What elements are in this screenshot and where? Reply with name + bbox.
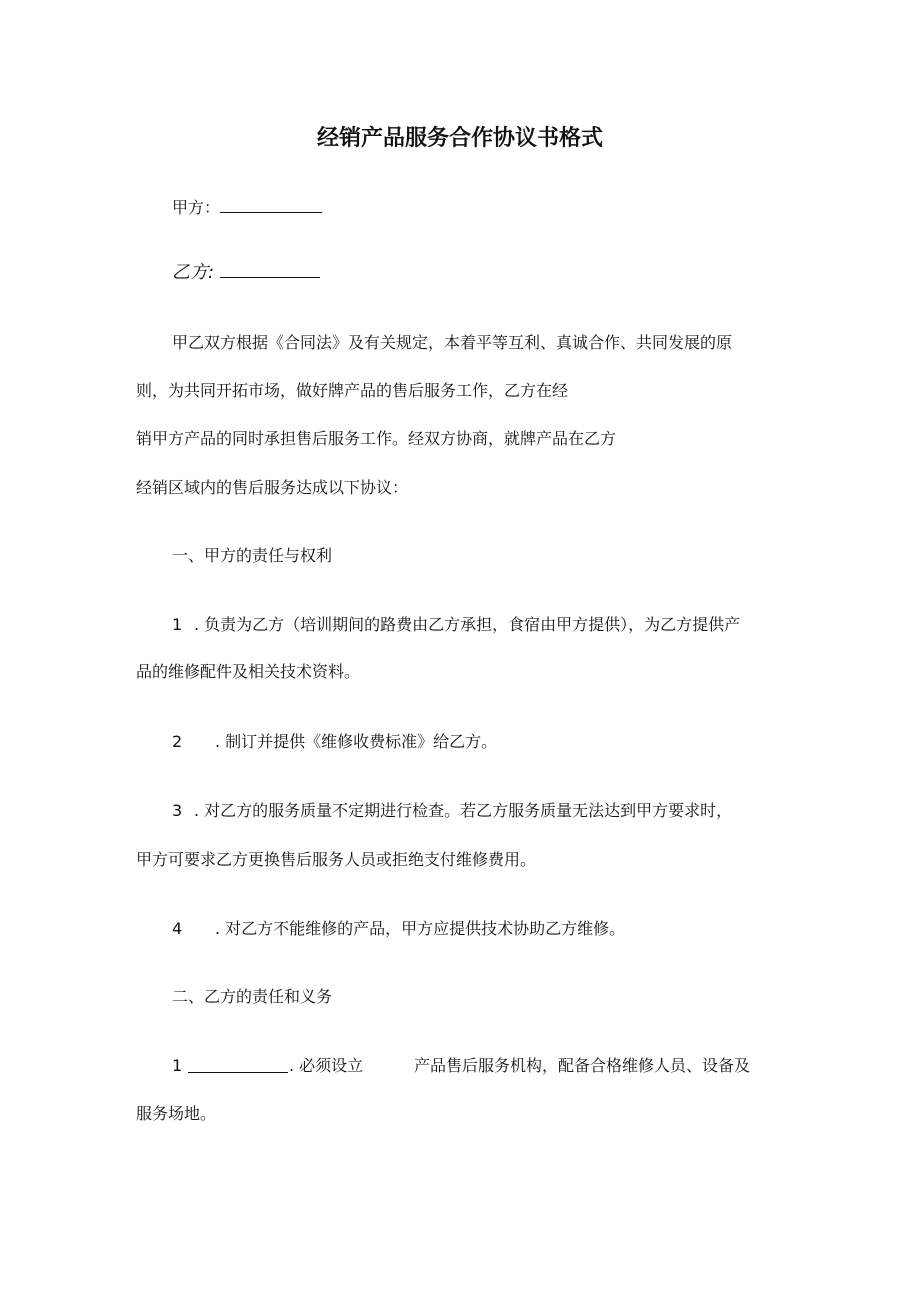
party-b-line [172, 262, 320, 284]
section1-heading: 一、甲方的责任与权利 [172, 546, 333, 565]
section1-item4-num: 4 [172, 919, 183, 938]
section2-item1-num: 1 [172, 1056, 183, 1075]
section1-item4-line1: . 对乙方不能维修的产品，甲方应提供技术协助乙方维修。 [215, 919, 626, 938]
section1-item1-line2: 品的维修配件及相关技术资料。 [136, 662, 361, 681]
section2-item1-line2: 服务场地。 [136, 1104, 217, 1123]
document-title: 经销产品服务合作协议书格式 [316, 126, 603, 151]
section1-item1-line1: . 负责为乙方（培训期间的路费由乙方承担，食宿由甲方提供），为乙方提供产 [194, 615, 741, 634]
section1-item3-num: 3 [172, 801, 183, 820]
section1-item2-line1: . 制订并提供《维修收费标准》给乙方。 [215, 732, 498, 751]
intro-line-4: 经销区域内的售后服务达成以下协议： [136, 478, 409, 497]
intro-line-1: 甲乙双方根据《合同法》及有关规定，本着平等互利、真诚合作、共同发展的原 [172, 333, 733, 352]
party-a-line [172, 197, 322, 219]
party-a-label: 甲方： [172, 198, 221, 217]
section1-item3-line2: 甲方可要求乙方更换售后服务人员或拒绝支付维修费用。 [136, 850, 537, 869]
intro-line-2: 则，为共同开拓市场，做好牌产品的售后服务工作，乙方在经 [136, 381, 569, 400]
intro-line-3: 销甲方产品的同时承担售后服务工作。经双方协商，就牌产品在乙方 [136, 429, 617, 448]
section1-item3-line1: . 对乙方的服务质量不定期进行检查。若乙方服务质量无法达到甲方要求时， [194, 801, 733, 820]
section2-heading: 二、乙方的责任和义务 [172, 987, 333, 1006]
party-b-blank [220, 263, 320, 278]
section1-item2-num: 2 [172, 732, 183, 751]
section2-item1-part2: 产品售后服务机构，配备合格维修人员、设备及 [414, 1056, 751, 1075]
section1-item1-num: 1 [172, 615, 183, 634]
section2-item1-part1: . 必须设立 [289, 1056, 364, 1075]
party-a-blank [220, 198, 322, 213]
section2-item1-blank [188, 1058, 288, 1073]
party-b-label: 乙方: [172, 262, 215, 283]
